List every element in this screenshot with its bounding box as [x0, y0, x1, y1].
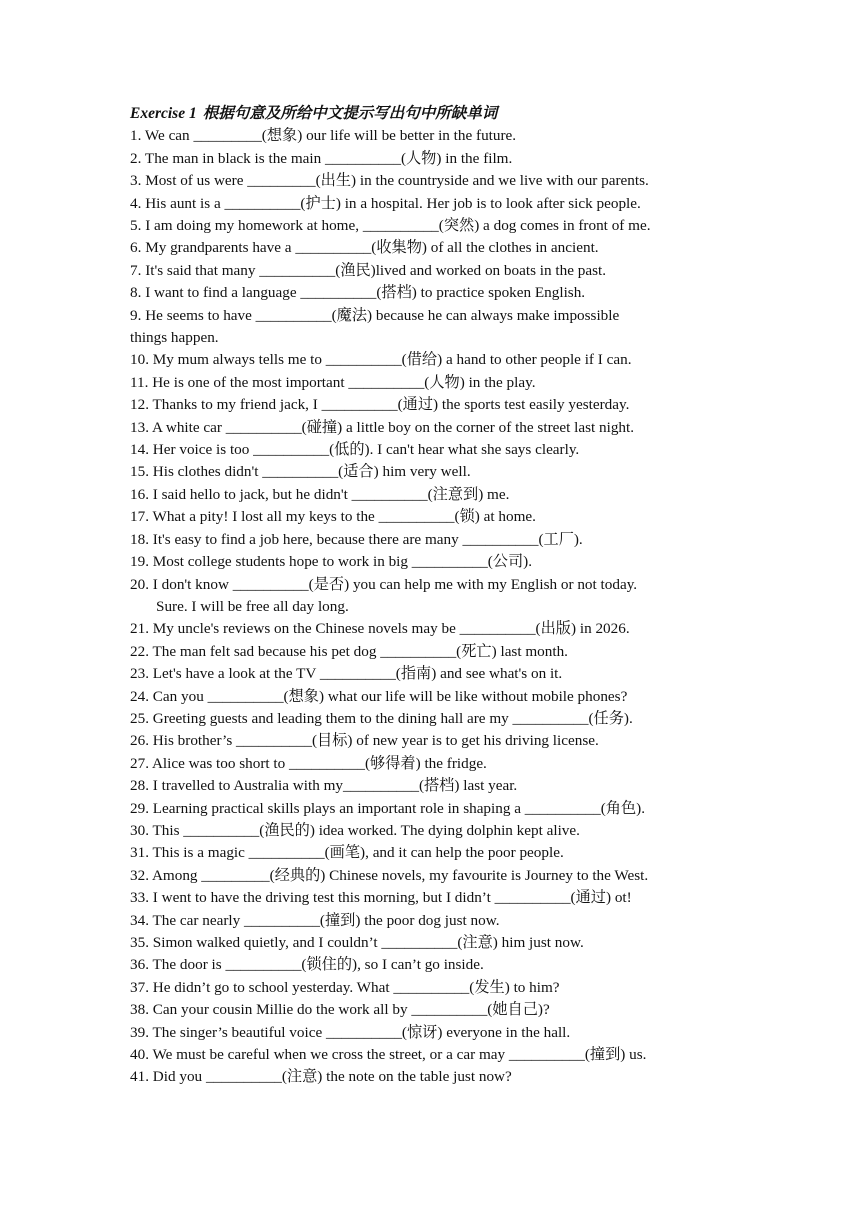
question-text: 23. Let's have a look at the TV __________(指南) and see what's on it. — [130, 665, 563, 683]
question-text: 18. It's easy to find a job here, because there are many __________(工厂). — [130, 530, 583, 548]
exercise-instruction: 根据句意及所给中文提示写出句中所缺单词 — [202, 105, 498, 122]
question-text: 32. Among _________(经典的) Chinese novels, my favourite is Journey to the West. — [130, 866, 649, 884]
question-item — [130, 394, 740, 416]
exercise-title — [130, 103, 740, 125]
question-text: 38. Can your cousin Millie do the work all by __________(她自己)? — [130, 1001, 550, 1019]
question-continuation: things happen. — [130, 329, 219, 347]
question-text: 15. His clothes didn't __________(适合) him very well. — [130, 463, 471, 481]
question-text: 30. This __________(渔民的) idea worked. The dying dolphin kept alive. — [130, 821, 580, 839]
question-item — [130, 193, 740, 215]
question-text: 24. Can you __________(想象) what our life will be like without mobile phones? — [130, 687, 628, 705]
question-item — [130, 170, 740, 192]
question-text: 37. He didn’t go to school yesterday. What __________(发生) to him? — [130, 978, 560, 996]
question-text: 9. He seems to have __________(魔法) because he can always make impossible — [130, 306, 620, 324]
question-text: 7. It's said that many __________(渔民)lived and worked on boats in the past. — [130, 261, 607, 279]
question-list — [130, 125, 740, 1088]
worksheet-page — [130, 103, 740, 1089]
question-text: 19. Most college students hope to work in big __________(公司). — [130, 553, 533, 571]
question-item — [130, 372, 740, 394]
question-text: 21. My uncle's reviews on the Chinese novels may be __________(出版) in 2026. — [130, 620, 630, 638]
question-text: 13. A white car __________(碰撞) a little boy on the corner of the street last night. — [130, 418, 635, 436]
question-item — [130, 237, 740, 259]
question-item — [130, 798, 740, 820]
question-text: 33. I went to have the driving test this morning, but I didn’t __________(通过) ot! — [130, 889, 632, 907]
question-text: 17. What a pity! I lost all my keys to the __________(锁) at home. — [130, 508, 536, 526]
question-text: 4. His aunt is a __________(护士) in a hospital. Her job is to look after sick people. — [130, 194, 641, 212]
question-item — [130, 484, 740, 506]
question-text: 41. Did you __________(注意) the note on the table just now? — [130, 1068, 512, 1086]
question-text: 28. I travelled to Australia with my__________(搭档) last year. — [130, 777, 518, 795]
question-text: 12. Thanks to my friend jack, I __________(通过) the sports test easily yesterday. — [130, 396, 630, 414]
question-text: 14. Her voice is too __________(低的). I can't hear what she says clearly. — [130, 441, 580, 459]
question-item — [130, 708, 740, 730]
question-item — [130, 842, 740, 864]
question-item — [130, 618, 740, 640]
question-text: 39. The singer’s beautiful voice __________(惊讶) everyone in the hall. — [130, 1023, 571, 1041]
question-item — [130, 439, 740, 461]
question-item — [130, 461, 740, 483]
question-item — [130, 574, 740, 619]
question-text: 40. We must be careful when we cross the street, or a car may __________(撞到) us. — [130, 1046, 647, 1064]
question-item — [130, 282, 740, 304]
question-item — [130, 1022, 740, 1044]
question-item — [130, 148, 740, 170]
question-item — [130, 865, 740, 887]
question-item — [130, 910, 740, 932]
question-item — [130, 125, 740, 147]
question-text: 5. I am doing my homework at home, __________(突然) a dog comes in front of me. — [130, 217, 651, 235]
question-item — [130, 551, 740, 573]
question-text: 26. His brother’s __________(目标) of new year is to get his driving license. — [130, 732, 599, 750]
question-item — [130, 641, 740, 663]
question-text: 29. Learning practical skills plays an important role in shaping a __________(角色). — [130, 799, 645, 817]
question-text: 10. My mum always tells me to __________(借给) a hand to other people if I can. — [130, 351, 632, 369]
question-text: 31. This is a magic __________(画笔), and it can help the poor people. — [130, 844, 564, 862]
question-text: 36. The door is __________(锁住的), so I can’t go inside. — [130, 956, 484, 974]
question-text: 27. Alice was too short to __________(够得着) the fridge. — [130, 754, 487, 772]
question-item — [130, 506, 740, 528]
question-item — [130, 305, 740, 350]
question-item — [130, 417, 740, 439]
question-text: 16. I said hello to jack, but he didn't __________(注意到) me. — [130, 485, 510, 503]
question-item — [130, 820, 740, 842]
question-item — [130, 260, 740, 282]
question-item — [130, 977, 740, 999]
question-text: 6. My grandparents have a __________(收集物) of all the clothes in ancient. — [130, 239, 599, 257]
question-text: 34. The car nearly __________(撞到) the poor dog just now. — [130, 911, 500, 929]
question-text: 1. We can _________(想象) our life will be better in the future. — [130, 127, 517, 145]
question-text: 8. I want to find a language __________(搭档) to practice spoken English. — [130, 284, 586, 302]
question-item — [130, 349, 740, 371]
question-text: 11. He is one of the most important __________(人物) in the play. — [130, 373, 536, 391]
question-item — [130, 999, 740, 1021]
question-item — [130, 686, 740, 708]
question-item — [130, 663, 740, 685]
question-continuation: Sure. I will be free all day long. — [156, 597, 349, 615]
question-text: 2. The man in black is the main __________(人物) in the film. — [130, 149, 513, 167]
exercise-label: Exercise 1 — [130, 105, 197, 122]
question-item — [130, 730, 740, 752]
question-item — [130, 932, 740, 954]
question-item — [130, 753, 740, 775]
question-text: 22. The man felt sad because his pet dog __________(死亡) last month. — [130, 642, 568, 660]
question-text: 20. I don't know __________(是否) you can help me with my English or not today. — [130, 575, 638, 593]
question-item — [130, 1066, 740, 1088]
question-item — [130, 529, 740, 551]
question-item — [130, 215, 740, 237]
question-item — [130, 887, 740, 909]
question-item — [130, 1044, 740, 1066]
question-item — [130, 954, 740, 976]
question-text: 3. Most of us were _________(出生) in the countryside and we live with our parents. — [130, 172, 649, 190]
question-item — [130, 775, 740, 797]
question-text: 25. Greeting guests and leading them to the dining hall are my __________(任务). — [130, 709, 633, 727]
question-text: 35. Simon walked quietly, and I couldn’t __________(注意) him just now. — [130, 934, 584, 952]
